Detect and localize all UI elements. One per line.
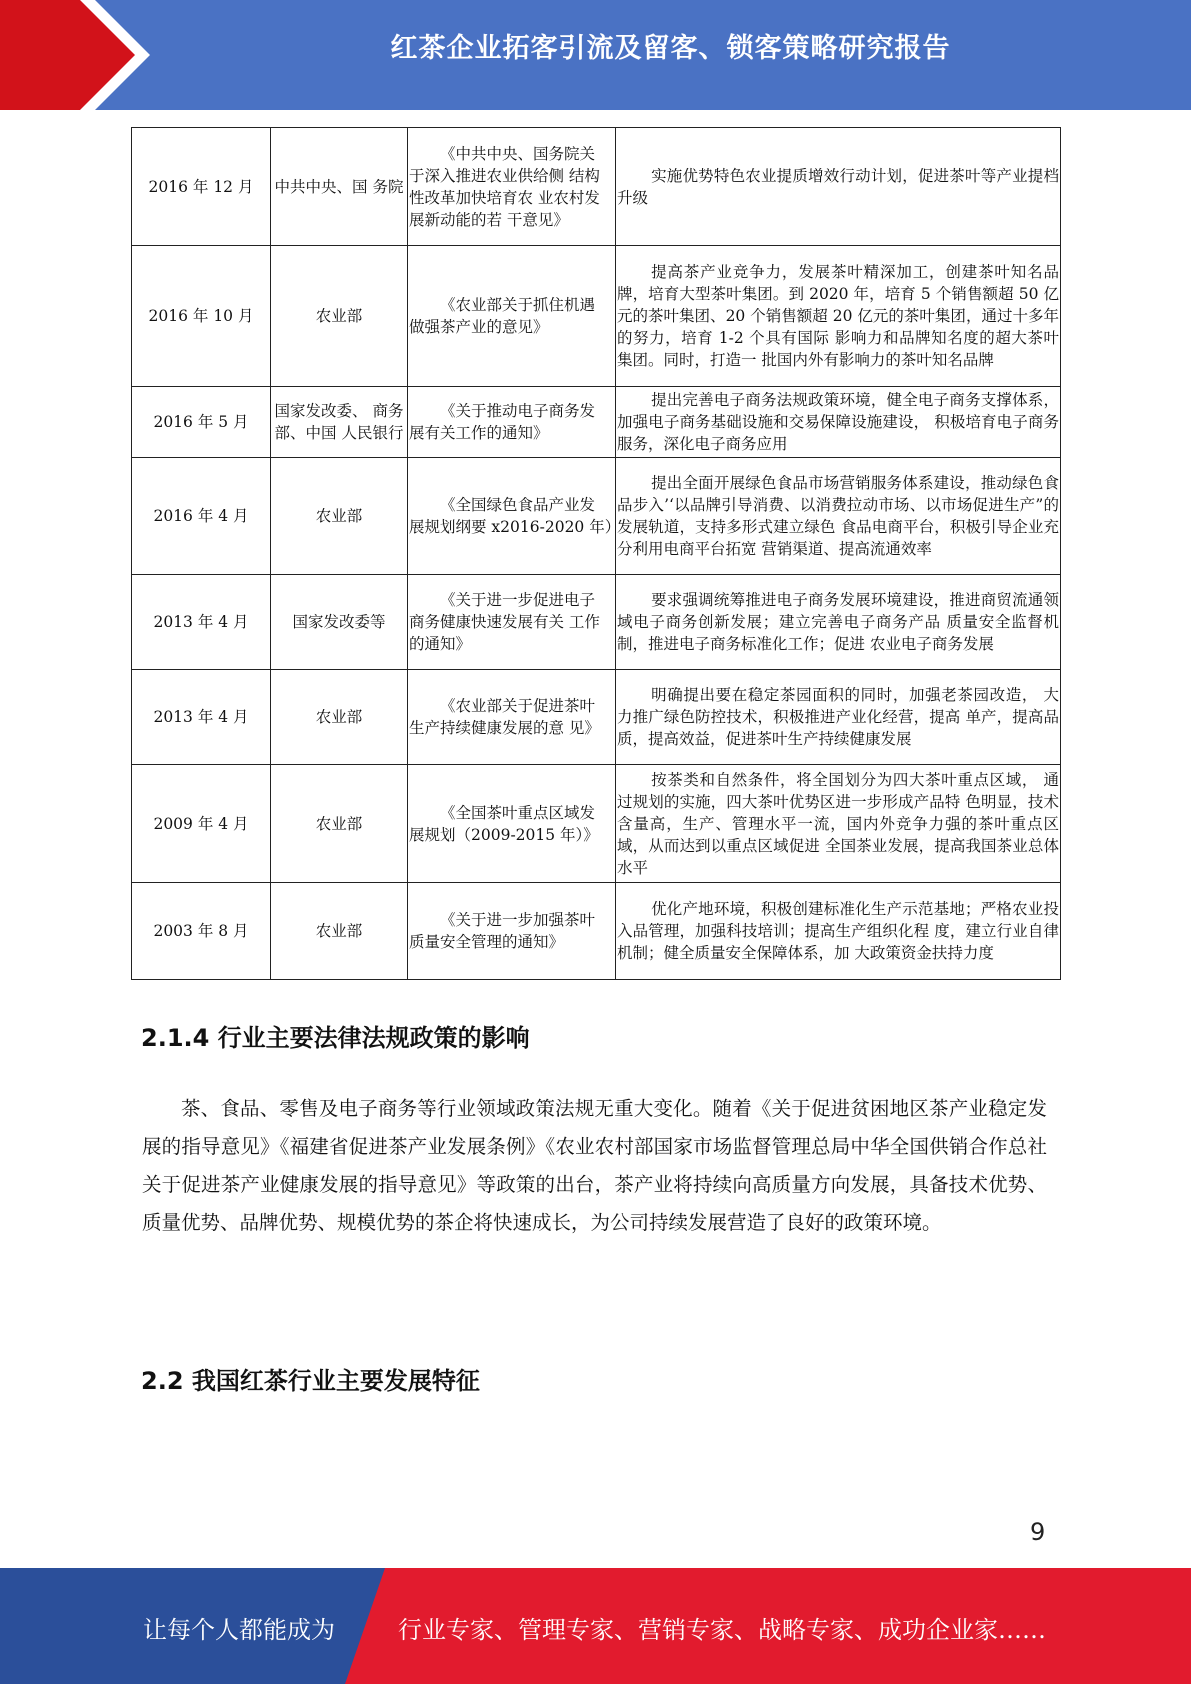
policy-document: 《农业部关于促进茶叶 生产持续健康发展的意 见》 [408,670,616,765]
table-row [132,458,1061,575]
table-row [132,575,1061,670]
policy-content: 提出完善电子商务法规政策环境，健全电子商务支撑体系，加强电子商务基础设施和交易保障设施建设， 积极培育电子商务服务，深化电子商务应用 [616,387,1061,458]
table-row [132,765,1061,883]
policy-date: 2016 年 4 月 [132,458,271,575]
policy-document: 《关于推动电子商务发 展有关工作的通知》 [408,387,616,458]
policy-document: 《中共中央、国务院关 于深入推进农业供给侧 结构性改革加快培育农 业农村发展新动能的若 干意见》 [408,128,616,246]
policy-date: 2016 年 12 月 [132,128,271,246]
policy-org: 农业部 [271,670,408,765]
policy-date: 2016 年 10 月 [132,246,271,387]
header-bar [0,0,1191,110]
page-number: 9 [1030,1518,1046,1546]
header-title: 红茶企业拓客引流及留客、锁客策略研究报告 [390,33,951,64]
section-heading-2-2: 2.2 我国红茶行业主要发展特征 [141,1367,480,1395]
footer-slogan-left: 让每个人都能成为 [143,1616,335,1644]
policy-table [131,127,1061,980]
policy-document: 《关于进一步加强茶叶 质量安全管理的通知》 [408,883,616,980]
policy-content: 提出全面开展绿色食品市场营销服务体系建设，推动绿色食品步入’‘以品牌引导消费、以消费拉动市场、以市场促进生产”的发展轨道，支持多形式建立绿色 食品电商平台，积极引导企业充分利用电商平台拓宽 营销渠道、提高流通效率 [616,458,1061,575]
policy-content: 明确提出要在稳定茶园面积的同时，加强老茶园改造， 大力推广绿色防控技术，积极推进产业化经营，提高 单产，提高品质，提高效益，促进茶叶生产持续健康发展 [616,670,1061,765]
section-paragraph: 茶、食品、零售及电子商务等行业领域政策法规无重大变化。随着《关于促进贫困地区茶产业稳定发展的指导意见》《福建省促进茶产业发展条例》《农业农村部国家市场监督管理总局中华全国供销合作总社关于促进茶产业健康发展的指导意见》等政策的出台，茶产业将持续向高质量方向发展，具备技术优势、质量优势、品牌优势、规模优势的茶企将快速成长，为公司持续发展营造了良好的政策环境。 [142,1097,1047,1234]
policy-org: 国家发改委、 商务部、中国 人民银行 [271,387,408,458]
table-row [132,670,1061,765]
policy-document: 《全国绿色食品产业发 展规划纲要 x2016-2020 年） [408,458,616,575]
policy-content: 提高茶产业竞争力，发展茶叶精深加工，创建茶叶知名品牌，培育大型茶叶集团。到 2020 年，培育 5 个销售额超 50 亿元的茶叶集团、20 个销售额超 20 亿元的茶叶集团，通过十多年的努力，培育 1-2 个具有国际 影响力和品牌知名度的超大茶叶集团。同时，打造一 批国内外有影响力的茶叶知名品牌 [616,246,1061,387]
policy-date: 2016 年 5 月 [132,387,271,458]
policy-org: 国家发改委等 [271,575,408,670]
policy-content: 实施优势特色农业提质增效行动计划，促进茶叶等产业提档升级 [616,128,1061,246]
policy-org: 中共中央、国 务院 [271,128,408,246]
policy-content: 按茶类和自然条件，将全国划分为四大茶叶重点区域， 通过规划的实施，四大茶叶优势区进一步形成产品特 色明显，技术含量高，生产、管理水平一流，国内外竞争力强的茶叶重点区域，从而达到以重点区域促进 全国茶业发展，提高我国茶业总体水平 [616,765,1061,883]
policy-date: 2013 年 4 月 [132,670,271,765]
policy-date: 2013 年 4 月 [132,575,271,670]
policy-content: 优化产地环境，积极创建标准化生产示范基地；严格农业投入品管理，加强科技培训；提高生产组织化程 度，建立行业自律机制；健全质量安全保障体系，加 大政策资金扶持力度 [616,883,1061,980]
section-heading-2-1-4: 2.1.4 行业主要法律法规政策的影响 [141,1024,530,1052]
policy-date: 2009 年 4 月 [132,765,271,883]
policy-org: 农业部 [271,765,408,883]
policy-date: 2003 年 8 月 [132,883,271,980]
policy-org: 农业部 [271,458,408,575]
policy-content: 要求强调统筹推进电子商务发展环境建设，推进商贸流通领域电子商务创新发展；建立完善电子商务产品 质量安全监督机制，推进电子商务标准化工作；促进 农业电子商务发展 [616,575,1061,670]
policy-document: 《关于进一步促进电子 商务健康快速发展有关 工作的通知》 [408,575,616,670]
table-row [132,387,1061,458]
policy-org: 农业部 [271,246,408,387]
footer-slogan-right: 行业专家、管理专家、营销专家、战略专家、成功企业家…… [398,1616,1046,1644]
policy-org: 农业部 [271,883,408,980]
header-red-arrow [0,0,150,110]
policy-document: 《农业部关于抓住机遇 做强茶产业的意见》 [408,246,616,387]
policy-document: 《全国茶叶重点区域发 展规划（2009-2015 年）》 [408,765,616,883]
table-row [132,246,1061,387]
table-row [132,128,1061,246]
table-row [132,883,1061,980]
